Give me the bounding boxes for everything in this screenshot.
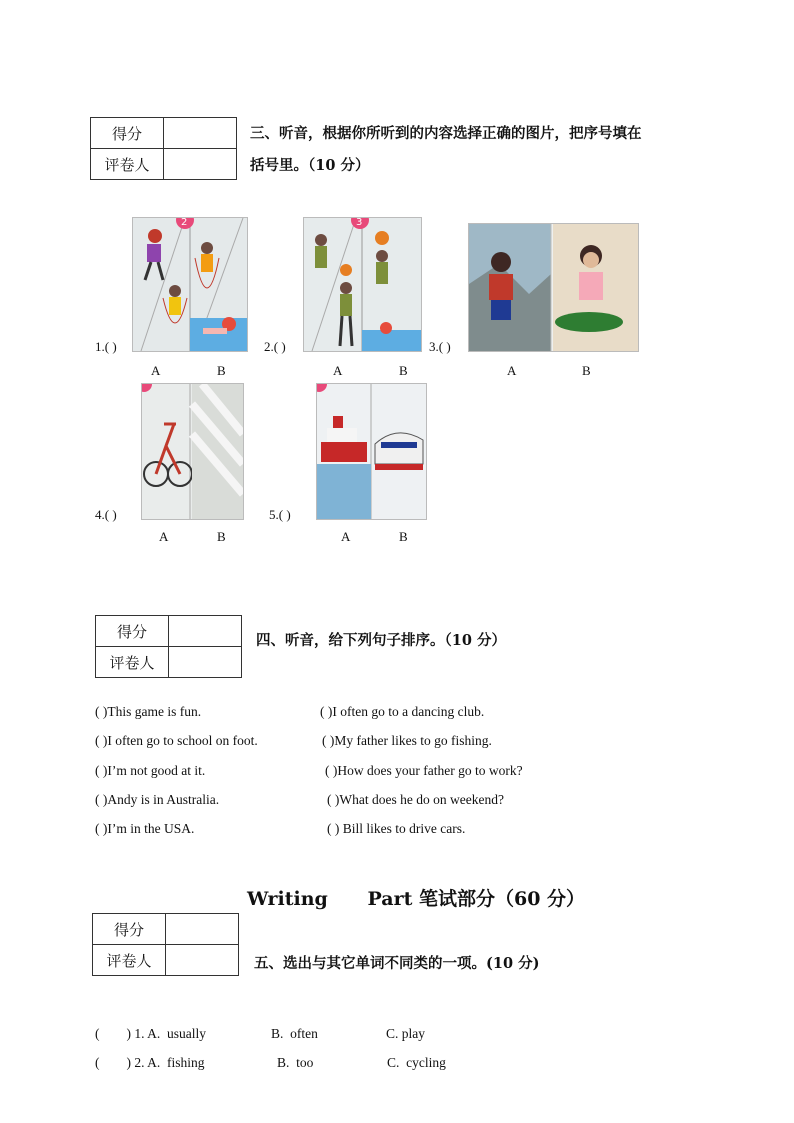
sentence-left-1[interactable]: ( )This game is fun. <box>95 704 202 719</box>
item-2-option-a: A <box>333 363 343 378</box>
section5-title: 五、选出与其它单词不同类的一项。(10 分) <box>254 955 540 972</box>
score-table-2 <box>95 615 242 678</box>
score-table-3 <box>92 913 239 976</box>
sentence-right-4[interactable]: ( )What does he do on weekend? <box>327 792 504 807</box>
score-label: 得分 <box>93 914 166 945</box>
item-4-option-a: A <box>159 529 169 544</box>
sentence-left-3[interactable]: ( )I’m not good at it. <box>95 763 206 778</box>
picture-5 <box>316 383 427 520</box>
picture-2-illustration <box>304 218 421 351</box>
sentence-left-4[interactable]: ( )Andy is in Australia. <box>95 792 220 807</box>
picture-2-badge: 3 <box>356 218 363 228</box>
grader-label: 评卷人 <box>91 149 164 180</box>
q2-option-b: B. too <box>277 1055 314 1070</box>
sentence-right-3[interactable]: ( )How does your father go to work? <box>325 763 523 778</box>
picture-4 <box>141 383 244 520</box>
writing-heading: Writing Part 笔试部分（60 分） <box>247 888 586 910</box>
sentence-right-1[interactable]: ( )I often go to a dancing club. <box>320 704 485 719</box>
item-3-option-a: A <box>507 363 517 378</box>
item-3-option-b: B <box>582 363 591 378</box>
item-4-option-b: B <box>217 529 226 544</box>
item-2-option-b: B <box>399 363 408 378</box>
grader-cell[interactable] <box>166 945 239 976</box>
item-5-option-a: A <box>341 529 351 544</box>
item-1-answer[interactable]: 1.( ) <box>95 339 117 354</box>
section3-title <box>250 118 720 182</box>
score-cell[interactable] <box>166 914 239 945</box>
q1-number[interactable]: ( ) 1. A. usually <box>95 1026 206 1041</box>
grader-cell[interactable] <box>169 647 242 678</box>
section4-title: 四、听音，给下列句子排序。（10 分） <box>256 632 506 649</box>
picture-1-illustration <box>133 218 247 351</box>
score-label: 得分 <box>96 616 169 647</box>
item-3-answer[interactable]: 3.( ) <box>429 339 451 354</box>
section3-title-line1: 三、听音，根据你所听到的内容选择正确的图片，把序号填在 <box>250 125 642 142</box>
picture-3-illustration <box>469 224 638 351</box>
picture-3 <box>468 223 639 352</box>
item-2-answer[interactable]: 2.( ) <box>264 339 286 354</box>
grader-label: 评卷人 <box>93 945 166 976</box>
sentence-left-5[interactable]: ( )I’m in the USA. <box>95 821 195 836</box>
item-4-answer[interactable]: 4.( ) <box>95 507 117 522</box>
picture-4-illustration <box>142 384 243 519</box>
section3-title-line2: 括号里。（10 分） <box>250 157 370 174</box>
item-5-option-b: B <box>399 529 408 544</box>
sentence-left-2[interactable]: ( )I often go to school on foot. <box>95 733 258 748</box>
picture-1 <box>132 217 248 352</box>
sentence-right-5[interactable]: ( ) Bill likes to drive cars. <box>327 821 466 836</box>
item-5-answer[interactable]: 5.( ) <box>269 507 291 522</box>
grader-cell[interactable] <box>164 149 237 180</box>
score-cell[interactable] <box>164 118 237 149</box>
sentence-right-2[interactable]: ( )My father likes to go fishing. <box>322 733 492 748</box>
score-cell[interactable] <box>169 616 242 647</box>
picture-5-illustration <box>317 384 426 519</box>
item-1-option-b: B <box>217 363 226 378</box>
q1-option-c: C. play <box>386 1026 425 1041</box>
q2-number[interactable]: ( ) 2. A. fishing <box>95 1055 205 1070</box>
picture-1-badge: 2 <box>181 218 188 228</box>
q1-option-b: B. often <box>271 1026 318 1041</box>
q2-option-c: C. cycling <box>387 1055 446 1070</box>
grader-label: 评卷人 <box>96 647 169 678</box>
score-table-1 <box>90 117 237 180</box>
picture-2 <box>303 217 422 352</box>
score-label: 得分 <box>91 118 164 149</box>
item-1-option-a: A <box>151 363 161 378</box>
